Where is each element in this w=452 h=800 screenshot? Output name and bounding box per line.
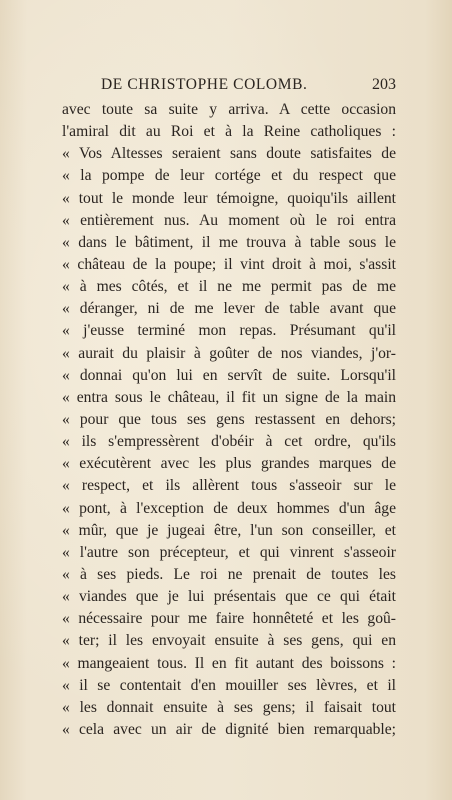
text-line: « mûr, que je jugeai être, l'un son conseiller, et <box>62 521 396 539</box>
text-line: « à ses pieds. Le roi ne prenait de toutes les <box>62 565 396 583</box>
running-title: DE CHRISTOPHE COLOMB. <box>101 76 308 93</box>
text-line: « exécutèrent avec les plus grandes marques de <box>62 455 396 473</box>
text-line: « ils s'empressèrent d'obéir à cet ordre, qu'ils <box>62 433 396 451</box>
text-line: « pour que tous ses gens restassent en dehors; <box>62 410 396 428</box>
text-line: « aurait du plaisir à goûter de nos viandes, j'or- <box>62 344 396 362</box>
text-line: « déranger, ni de me lever de table avant que <box>62 300 396 318</box>
text-line: « les donnait ensuite à ses gens; il faisait tout <box>62 698 396 716</box>
text-line: l'amiral dit au Roi et à la Reine catholiques : <box>62 123 396 141</box>
text-line: « château de la poupe; il vint droit à moi, s'assit <box>62 255 396 273</box>
text-line: « cela avec un air de dignité bien remarquable; <box>62 720 396 738</box>
text-line: « il se contentait d'en mouiller ses lèvres, et il <box>62 676 396 694</box>
text-line: « entra sous le château, il fit un signe de la main <box>62 388 396 406</box>
text-line: « j'eusse terminé mon repas. Présumant qu'il <box>62 322 396 340</box>
text-line: « ter; il les envoyait ensuite à ses gens, qui en <box>62 632 396 650</box>
text-line: « entièrement nus. Au moment où le roi entra <box>62 211 396 229</box>
text-line: « donnai qu'on lui en servît de suite. Lorsqu'il <box>62 366 396 384</box>
text-line: « l'autre son précepteur, et qui vinrent s'asseoir <box>62 543 396 561</box>
body-text <box>62 99 396 741</box>
running-head <box>62 76 396 98</box>
text-line: « pont, à l'exception de deux hommes d'un âge <box>62 499 396 517</box>
text-line: « viandes que je lui présentais que ce qui était <box>62 588 396 606</box>
text-line: « nécessaire pour me faire honnêteté et les goû- <box>62 610 396 628</box>
text-line: « tout le monde leur témoigne, quoiqu'ils aillent <box>62 189 396 207</box>
text-line: « mangeaient tous. Il en fit autant des boissons : <box>62 654 396 672</box>
text-line: « à mes côtés, et il ne me permit pas de me <box>62 278 396 296</box>
text-line: « la pompe de leur cortége et du respect que <box>62 167 396 185</box>
text-line: « respect, et ils allèrent tous s'asseoir sur le <box>62 477 396 495</box>
page-number: 203 <box>372 76 396 93</box>
text-line: « Vos Altesses seraient sans doute satisfaites de <box>62 145 396 163</box>
text-line: avec toute sa suite y arriva. A cette occasion <box>62 101 396 118</box>
text-line: « dans le bâtiment, il me trouva à table sous le <box>62 233 396 251</box>
